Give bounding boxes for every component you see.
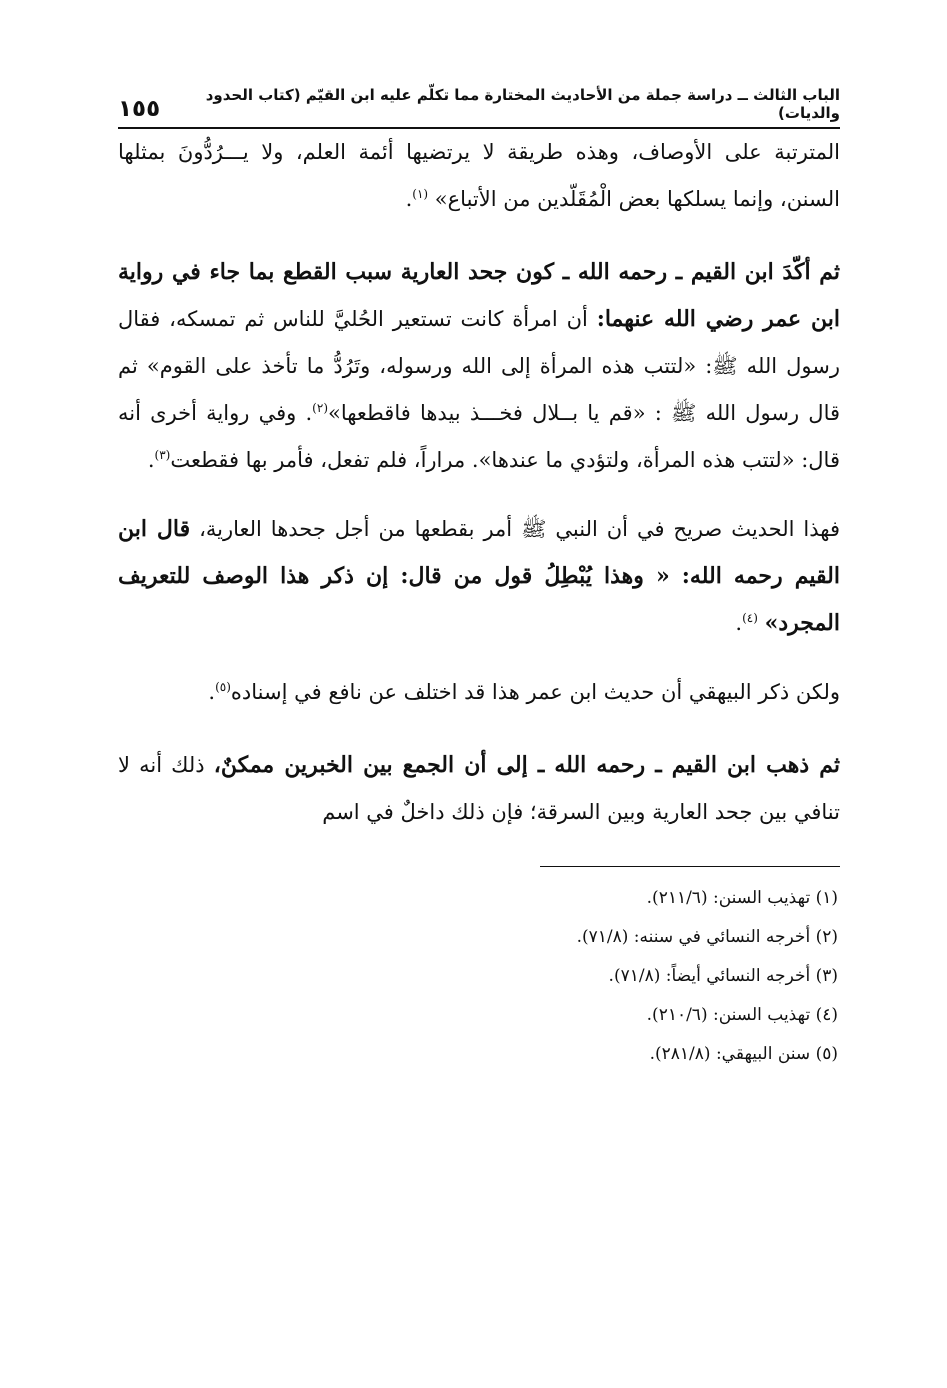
bold-quote: قال ابن القيم رحمه الله: « وهذا يُبْطِلُ قول من قال: إن ذكر هذا الوصف للتعريف المجرد» [118, 516, 840, 636]
paragraph-4: ولكن ذكر البيهقي أن حديث ابن عمر هذا قد اختلف عن نافع في إسناده$^{(٥)}$. [208, 680, 840, 704]
bold-statement: ثم ذهب ابن القيم ـ رحمه الله ـ إلى أن الجمع بين الخبرين ممكنٌ، [213, 752, 840, 778]
footnote-ref-2[interactable]: (٢) [312, 401, 328, 415]
footnote-3: (٣) أخرجه النسائي أيضاً: (٧١/٨). [608, 966, 838, 986]
footnote-ref-3[interactable]: (٣) [154, 448, 171, 462]
bold-statement: ثم أكّدَ ابن القيم ـ رحمه الله ـ كون جحد العارية سبب القطع بما جاء في رواية ابن عمر رضي الله عنهما: [118, 259, 840, 332]
paragraph-5: ثم ذهب ابن القيم ـ رحمه الله ـ إلى أن الجمع بين الخبرين ممكنٌ، ذلك أنه لا تنافي بين جحد العارية وبين السرقة؛ فإن ذلك داخلٌ في اسم [118, 752, 840, 824]
footnote-ref-4[interactable]: (٤) [742, 611, 758, 625]
footnote-4: (٤) تهذيب السنن: (٢١٠/٦). [646, 1005, 838, 1025]
paragraph-3: فهذا الحديث صريح في أن النبي ﷺ أمر بقطعها من أجل جحدها العارية، قال ابن القيم رحمه الله: « وهذا يُبْطِلُ قول من قال: إن ذكر هذا الوصف للتعريف المجرد» $^{(٤)}$. [118, 516, 840, 636]
footnote-2: (٢) أخرجه النسائي في سننه: (٧١/٨). [576, 927, 838, 947]
footnote-ref-1[interactable]: (١) [412, 187, 429, 201]
running-header [118, 88, 840, 129]
footnotes-list [118, 879, 840, 1074]
footnote-1: (١) تهذيب السنن: (٢١١/٦). [646, 888, 838, 908]
page-number: ١٥٥ [118, 96, 161, 122]
footnote-divider [540, 866, 840, 867]
footnote-5: (٥) سنن البيهقي: (٢٨١/٨). [649, 1044, 838, 1064]
document-page [118, 88, 840, 1074]
chapter-title: الباب الثالث ــ دراسة جملة من الأحاديث المختارة مما تكلّم عليه ابن القيّم (كتاب الحدود والديات) [205, 86, 840, 122]
footnote-ref-5[interactable]: (٥) [215, 680, 231, 694]
paragraph-1: المترتبة على الأوصاف، وهذه طريقة لا يرتضيها أئمة العلم، ولا يـــرُدُّونَ بمثلها السنن، وإنما يسلكها بعض الْمُقَلّدين من الأتباع» $^{(١)}$. [118, 140, 840, 211]
paragraph-2: ثم أكّدَ ابن القيم ـ رحمه الله ـ كون جحد العارية سبب القطع بما جاء في رواية ابن عمر رضي الله عنهما: أن امرأة كانت تستعير الحُليَّ للناس ثم تمسكه، فقال رسول الله ﷺ: «لتتب هذه المرأة إلى الله ورسوله، وتَرُدُّ ما تأخذ على القوم» ثم قال رسول الله ﷺ : «قم يا بــلال فخـــذ بيدها فاقطعها»$^{(٢)}$. وفي رواية أخرى أنه قال: «لتتب هذه المرأة، ولتؤدي ما عندها». مراراً، فلم تفعل، فأمر بها فقطعت$^{(٣)}$. [118, 259, 841, 472]
